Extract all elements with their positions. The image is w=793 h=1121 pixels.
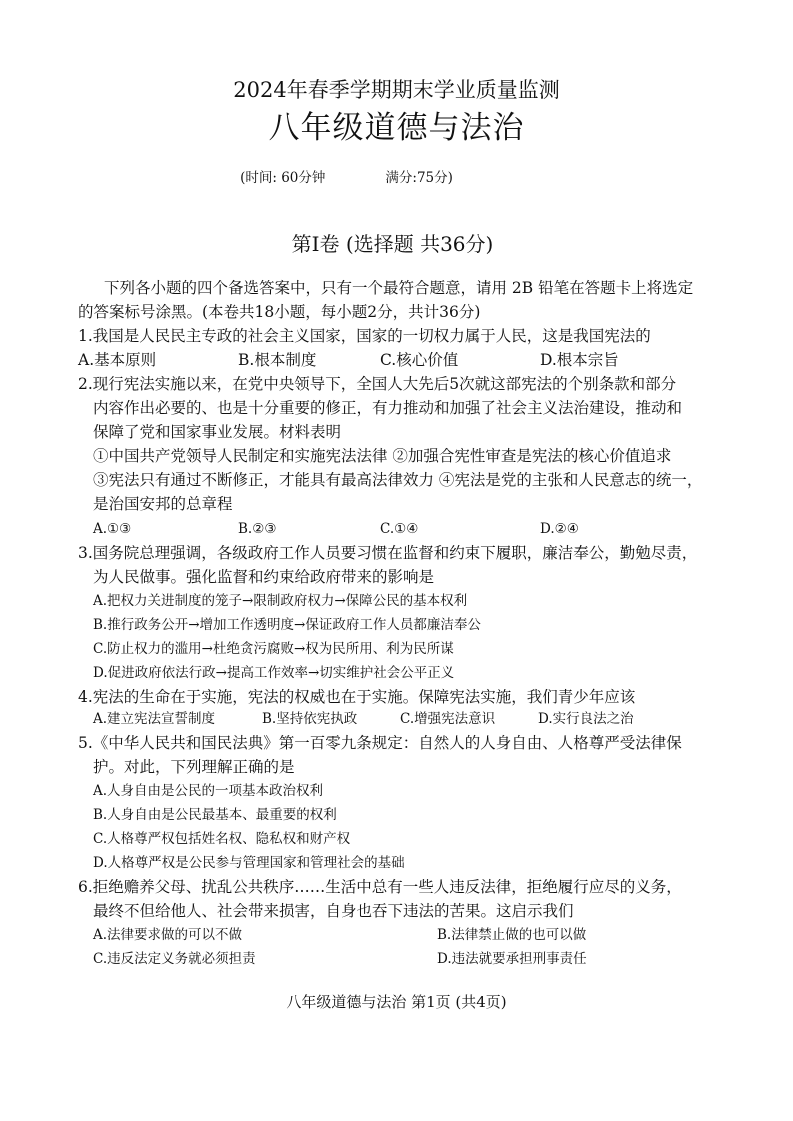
q6-option-d: D.违法就要承担刑事责任	[437, 951, 587, 967]
exam-title: 2024年春季学期期末学业质量监测	[233, 78, 560, 102]
q5-option-d: D.人格尊严权是公民参与管理国家和管理社会的基础	[93, 855, 405, 871]
q4-option-c: C.增强宪法意识	[400, 711, 496, 727]
q5-option-b: B.人身自由是公民最基本、最重要的权利	[93, 807, 337, 823]
question-1-stem: 1.我国是人民民主专政的社会主义国家，国家的一切权力属于人民，这是我国宪法的	[78, 327, 651, 345]
question-5-stem: 5.《中华人民共和国民法典》第一百零九条规定：自然人的人身自由、人格尊严受法律保	[78, 734, 682, 752]
time-limit: (时间: 60分钟	[240, 170, 326, 186]
question-2-stem: 内容作出必要的、也是十分重要的修正，有力推动和加强了社会主义法治建设，推动和	[93, 399, 683, 417]
question-2-stem: 2.现行宪法实施以来，在党中央领导下，全国人大先后5次就这部宪法的个别条款和部分	[78, 375, 677, 393]
question-5-stem: 护。对此，下列理解正确的是	[93, 758, 295, 776]
q3-option-c: C.防止权力的滥用→杜绝贪污腐败→权为民所用、利为民所谋	[93, 641, 454, 657]
question-2-statement: ③宪法只有通过不断修正，才能具有最高法律效力 ④宪法是党的主张和人民意志的统一，	[93, 471, 703, 489]
question-4-stem: 4.宪法的生命在于实施，宪法的权威也在于实施。保障宪法实施，我们青少年应该	[78, 688, 636, 706]
question-6-stem: 6.拒绝赡养父母、扰乱公共秩序……生活中总有一些人违反法律，拒绝履行应尽的义务，	[78, 878, 682, 896]
q4-option-b: B.坚持依宪执政	[262, 711, 358, 727]
q2-option-a: A.①③	[93, 521, 132, 537]
q6-option-b: B.法律禁止做的也可以做	[437, 927, 587, 943]
q2-option-b: B.②③	[238, 521, 277, 537]
q5-option-c: C.人格尊严权包括姓名权、隐私权和财产权	[93, 831, 351, 847]
q1-option-c: C.核心价值	[380, 351, 459, 369]
q1-option-d: D.根本宗旨	[540, 351, 619, 369]
q3-option-d: D.促进政府依法行政→提高工作效率→切实维护社会公平正义	[93, 665, 455, 681]
q6-option-c: C.违反法定义务就必须担责	[93, 951, 256, 967]
page-footer: 八年级道德与法治 第1页 (共4页)	[286, 993, 507, 1011]
full-score: 满分:75分)	[385, 170, 453, 186]
q1-option-a: A.基本原则	[78, 351, 157, 369]
section-title: 第Ⅰ卷 (选择题 共36分)	[291, 232, 494, 256]
subject-title: 八年级道德与法治	[268, 110, 525, 146]
instructions-line: 的答案标号涂黑。(本卷共18小题，每小题2分，共计36分)	[78, 303, 481, 321]
instructions-line: 下列各小题的四个备选答案中，只有一个最符合题意，请用 2B 铅笔在答题卡上将选定	[104, 279, 694, 297]
q4-option-a: A.建立宪法宣誓制度	[93, 711, 216, 727]
question-6-stem: 最终不但给他人、社会带来损害，自身也吞下违法的苦果。这启示我们	[93, 902, 574, 920]
q2-option-d: D.②④	[540, 521, 579, 537]
exam-meta	[0, 168, 743, 188]
question-3-stem: 为人民做事。强化监督和约束给政府带来的影响是	[93, 568, 435, 586]
question-3-stem: 3.国务院总理强调，各级政府工作人员要习惯在监督和约束下履职，廉洁奉公，勤勉尽责，	[78, 544, 698, 562]
q4-option-d: D.实行良法之治	[538, 711, 634, 727]
q1-option-b: B.根本制度	[238, 351, 317, 369]
question-2-statement: 是治国安邦的总章程	[93, 495, 233, 513]
q5-option-a: A.人身自由是公民的一项基本政治权利	[93, 783, 324, 799]
q6-option-a: A.法律要求做的可以不做	[93, 927, 243, 943]
q3-option-a: A.把权力关进制度的笼子→限制政府权力→保障公民的基本权利	[93, 593, 468, 609]
question-2-stem: 保障了党和国家事业发展。材料表明	[93, 423, 342, 441]
question-2-statement: ①中国共产党领导人民制定和实施宪法法律 ②加强合宪性审查是宪法的核心价值追求	[93, 447, 672, 465]
q2-option-c: C.①④	[380, 521, 419, 537]
q3-option-b: B.推行政务公开→增加工作透明度→保证政府工作人员都廉洁奉公	[93, 617, 481, 633]
